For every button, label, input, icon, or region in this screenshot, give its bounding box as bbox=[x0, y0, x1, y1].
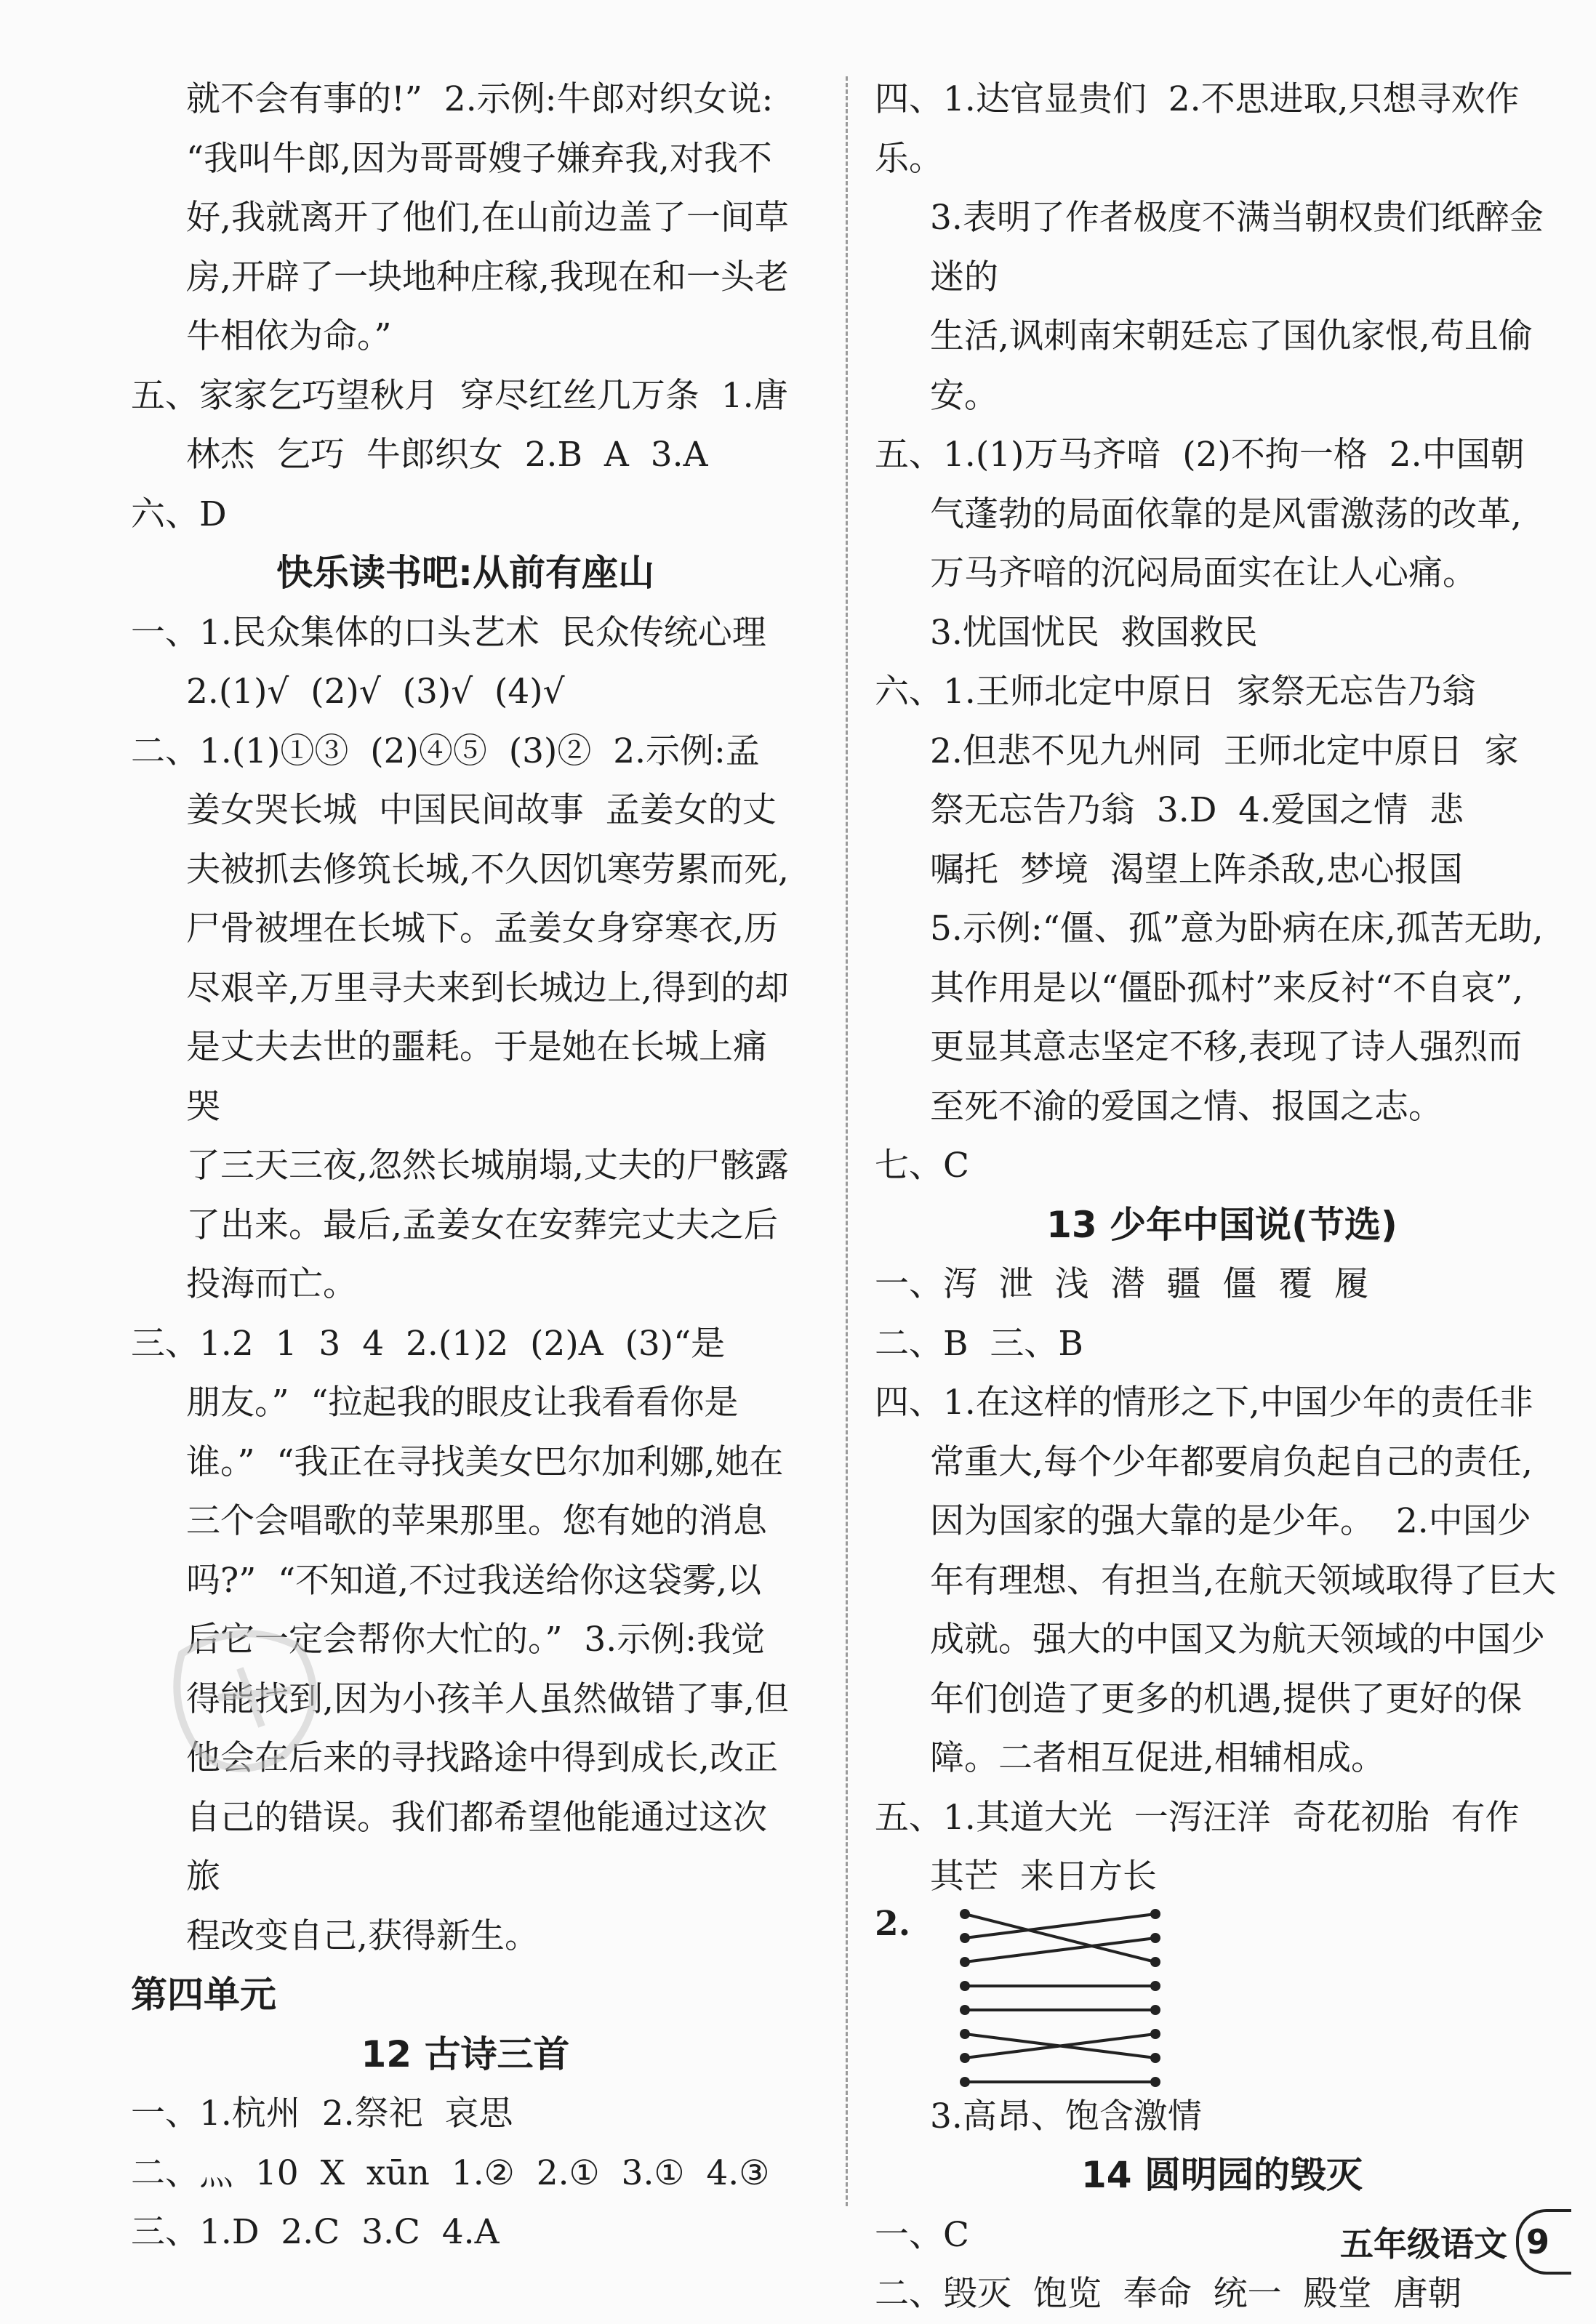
answer-line: 就不会有事的!” 2.示例:牛郎对织女说: bbox=[186, 79, 774, 119]
answer-line: 二、B 三、B bbox=[875, 1323, 1083, 1364]
answer-line: 五、家家乞巧望秋月 穿尽红丝几万条 1.唐 bbox=[131, 375, 788, 416]
answer-line: 至死不渝的爱国之情、报国之志。 bbox=[930, 1086, 1443, 1127]
answer-line: 气蓬勃的局面依靠的是风雷激荡的改革, bbox=[930, 494, 1522, 534]
answer-line: 夫被抓去修筑长城,不久因饥寒劳累而死, bbox=[186, 849, 789, 890]
answer-line: 自己的错误。我们都希望他能通过这次旅 bbox=[186, 1797, 767, 1897]
answer-line: 姜女哭长城 中国民间故事 孟姜女的丈 bbox=[186, 790, 777, 830]
answer-line: “我叫牛郎,因为哥哥嫂子嫌弃我,对我不 bbox=[186, 138, 772, 179]
answer-line: 年有理想、有担当,在航天领域取得了巨大 bbox=[930, 1560, 1556, 1601]
answer-line: 二、灬 10 X xūn 1.② 2.① 3.① 4.③ bbox=[131, 2152, 770, 2193]
answer-line: 三个会唱歌的苹果那里。您有她的消息 bbox=[186, 1501, 767, 1541]
matching-dot bbox=[960, 1909, 970, 1919]
answer-line: 常重大,每个少年都要肩负起自己的责任, bbox=[930, 1442, 1533, 1482]
answer-line: 二、毁灭 饱览 奉命 统一 殿堂 唐朝 bbox=[875, 2274, 1462, 2314]
left-column bbox=[131, 70, 800, 2262]
matching-dot bbox=[1150, 1957, 1160, 1967]
answer-line: 好,我就离开了他们,在山前边盖了一间草 bbox=[186, 198, 789, 238]
answer-line: 谁。” “我正在寻找美女巴尔加利娜,她在 bbox=[186, 1442, 784, 1482]
matching-line bbox=[965, 1914, 1155, 1938]
answer-line: 万马齐喑的沉闷局面实在让人心痛。 bbox=[930, 553, 1477, 593]
answer-line: 了三天三夜,忽然长城崩塌,丈夫的尸骸露 bbox=[186, 1146, 789, 1186]
section-heading: 快乐读书吧:从前有座山 bbox=[276, 552, 654, 594]
column-divider bbox=[846, 76, 848, 2206]
answer-line: 年们创造了更多的机遇,提供了更好的保 bbox=[930, 1678, 1522, 1719]
matching-dot bbox=[1150, 2077, 1160, 2087]
page-footer bbox=[1340, 2209, 1571, 2275]
answer-line: 2.但悲不见九州同 王师北定中原日 家 bbox=[930, 731, 1519, 771]
answer-line: 五、1.(1)万马齐喑 (2)不拘一格 2.中国朝 bbox=[875, 435, 1525, 475]
page-number: 9 bbox=[1516, 2209, 1571, 2275]
answer-line: 更显其意志坚定不移,表现了诗人强烈而 bbox=[930, 1027, 1522, 1067]
matching-line bbox=[965, 1938, 1155, 1962]
answer-line: 朋友。” “拉起我的眼皮让我看看你是 bbox=[186, 1383, 739, 1423]
answer-line: 投海而亡。 bbox=[186, 1264, 357, 1304]
footer-label: 五年级语文 bbox=[1340, 2224, 1507, 2264]
answer-line: 一、1.民众集体的口头艺术 民众传统心理 bbox=[131, 612, 766, 653]
answer-line: 得能找到,因为小孩羊人虽然做错了事,但 bbox=[186, 1678, 789, 1719]
answer-line: 尸骨被埋在长城下。孟姜女身穿寒衣,历 bbox=[186, 909, 778, 949]
answer-line: 六、1.王师北定中原日 家祭无忘告乃翁 bbox=[875, 672, 1476, 712]
answer-line: 成就。强大的中国又为航天领域的中国少 bbox=[930, 1620, 1545, 1660]
answer-line: 2.(1)√ (2)√ (3)√ (4)√ bbox=[186, 672, 565, 712]
matching-dot bbox=[960, 1981, 970, 1991]
answer-line: 后它一定会帮你大忙的。” 3.示例:我觉 bbox=[186, 1620, 766, 1660]
unit-heading: 第四单元 bbox=[131, 1974, 276, 2016]
answer-line: 三、1.2 1 3 4 2.(1)2 (2)A (3)“是 bbox=[131, 1323, 726, 1364]
answer-line: 牛相依为命。” bbox=[186, 316, 392, 356]
answer-line: 一、泻 泄 浅 潜 疆 僵 覆 履 bbox=[875, 1264, 1369, 1304]
matching-dot bbox=[960, 2029, 970, 2039]
answer-line: 生活,讽刺南宋朝廷忘了国仇家恨,苟且偷安。 bbox=[930, 316, 1533, 416]
answer-line: 吗?” “不知道,不过我送给你这袋雾,以 bbox=[186, 1560, 762, 1601]
answer-line: 3.高昂、饱含激情 bbox=[930, 2096, 1202, 2136]
matching-line bbox=[965, 1914, 1155, 1962]
answer-line: 因为国家的强大靠的是少年。 2.中国少 bbox=[930, 1501, 1531, 1541]
answer-line: 障。二者相互促进,相辅相成。 bbox=[930, 1738, 1385, 1778]
answer-line: 尽艰辛,万里寻夫来到长城边上,得到的却 bbox=[186, 968, 789, 1008]
answer-line: 一、C bbox=[875, 2214, 969, 2255]
right-column bbox=[875, 70, 1569, 2324]
answer-line: 四、1.在这样的情形之下,中国少年的责任非 bbox=[875, 1383, 1533, 1423]
answer-line: 五、1.其道大光 一泻汪洋 奇花初胎 有作 bbox=[875, 1797, 1520, 1838]
section-heading: 12 古诗三首 bbox=[361, 2033, 570, 2075]
answer-line: 了出来。最后,孟姜女在安葬完丈夫之后 bbox=[186, 1205, 778, 1245]
matching-lines bbox=[955, 1907, 1173, 2087]
matching-label: 2. bbox=[875, 1903, 911, 1944]
answer-line: 程改变自己,获得新生。 bbox=[186, 1915, 539, 1956]
answer-line: 林杰 乞巧 牛郎织女 2.B A 3.A bbox=[186, 435, 708, 475]
answer-line: 四、1.达官显贵们 2.不思进取,只想寻欢作乐。 bbox=[875, 79, 1520, 179]
matching-dot bbox=[960, 2005, 970, 2015]
matching-dot bbox=[960, 2053, 970, 2063]
matching-dot bbox=[1150, 1981, 1160, 1991]
answer-line: 3.表明了作者极度不满当朝权贵们纸醉金迷的 bbox=[930, 198, 1544, 297]
answer-line: 嘱托 梦境 渴望上阵杀敌,忠心报国 bbox=[930, 849, 1463, 890]
answer-line: 是丈夫去世的噩耗。于是她在长城上痛哭 bbox=[186, 1027, 767, 1127]
answer-line: 其芒 来日方长 bbox=[930, 1857, 1157, 1897]
answer-line: 3.忧国忧民 救国救民 bbox=[930, 612, 1258, 653]
answer-line: 六、D bbox=[131, 494, 227, 534]
matching-dot bbox=[960, 1957, 970, 1967]
answer-line: 三、1.D 2.C 3.C 4.A bbox=[131, 2212, 500, 2252]
answer-line: 二、1.(1)①③ (2)④⑤ (3)② 2.示例:孟 bbox=[131, 731, 760, 771]
answer-line: 他会在后来的寻找路途中得到成长,改正 bbox=[186, 1738, 778, 1778]
matching-dot bbox=[960, 1933, 970, 1943]
matching-dot bbox=[960, 2077, 970, 2087]
matching-dot bbox=[1150, 2005, 1160, 2015]
section-heading: 13 少年中国说(节选) bbox=[1046, 1203, 1397, 1246]
answer-line: 一、1.杭州 2.祭祀 哀思 bbox=[131, 2094, 513, 2134]
answer-line: 5.示例:“僵、孤”意为卧病在床,孤苦无助, bbox=[930, 909, 1544, 949]
matching-diagram bbox=[875, 1903, 1569, 2087]
answer-line: 七、C bbox=[875, 1146, 969, 1186]
answer-line: 其作用是以“僵卧孤村”来反衬“不自哀”, bbox=[930, 968, 1524, 1008]
matching-dot bbox=[1150, 2053, 1160, 2063]
answer-line: 祭无忘告乃翁 3.D 4.爱国之情 悲 bbox=[930, 790, 1464, 830]
section-heading: 14 圆明园的毁灭 bbox=[1081, 2154, 1363, 2196]
answer-line: 房,开辟了一块地种庄稼,我现在和一头老 bbox=[186, 257, 789, 297]
